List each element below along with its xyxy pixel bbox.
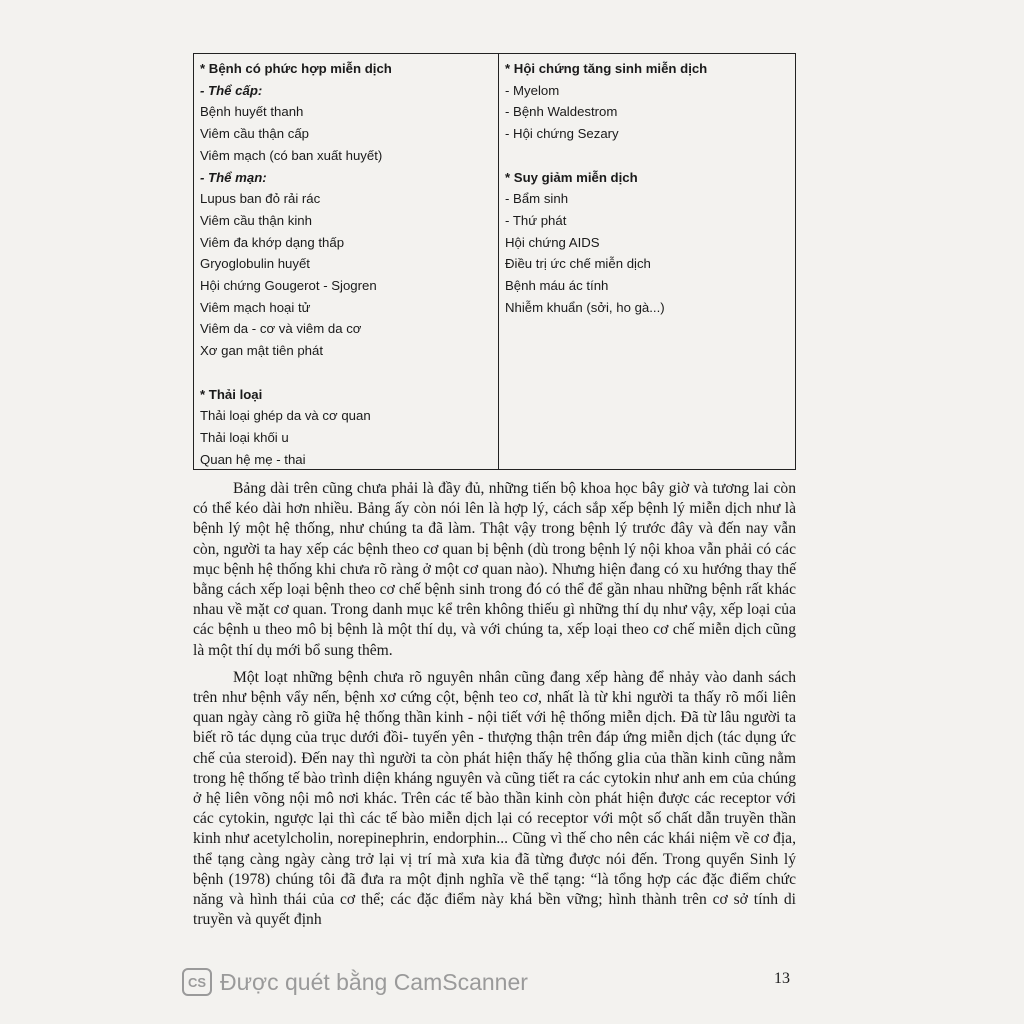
table-item: - Hội chứng Sezary [505, 126, 619, 142]
paragraph: Một loạt những bệnh chưa rõ nguyên nhân cũng đang xếp hàng để nhảy vào danh sách trên như bệnh vẩy nến, bệnh xơ cứng cột, bệnh teo cơ, nhất là từ khi người ta thấy rõ mối liên quan ngày càng rõ giữa hệ thống thần kinh - nội tiết với hệ thống miễn dịch. Đã từ lâu người ta biết rõ tác dụng của trục dưới đồi- tuyến yên - thượng thận trên đáp ứng miễn dịch (tác dụng ức chế của steroid). Đến nay thì người ta còn phát hiện thấy hệ thống glia của thần kinh cũng nằm trong hệ thống tế bào trình diện kháng nguyên và cũng tiết ra các cytokin như anh em của chúng ở hệ liên võng nội mô nơi khác. Trên các tế bào thần kinh còn phát hiện được các receptor với các cytokin, ngược lại thì các tế bào miễn dịch lại có receptor với một số chất dẫn truyền thần kinh như acetylcholin, norepinephrin, endorphin... Cũng vì thế cho nên các khái niệm về cơ địa, thể tạng càng ngày càng trở lại vị trí mà xưa kia đã từng được nói đến. Trong quyển Sinh lý bệnh (1978) chúng tôi đã đưa ra một định nghĩa về thể tạng: “là tổng hợp các đặc điểm chức năng và hình thái của cơ thể; các đặc điểm này khá bền vững; hình thành trên cơ sở tính di truyền và quyết định [193, 668, 796, 929]
table-item: Viêm mạch hoại tử [200, 299, 311, 315]
table-item: - Thứ phát [505, 212, 567, 228]
table-right-column [499, 54, 795, 469]
table-item: Thải loại khối u [200, 429, 289, 445]
table-item: Viêm cầu thận kinh [200, 212, 312, 228]
table-item: Gryoglobulin huyết [200, 256, 310, 272]
page-number: 13 [774, 970, 790, 987]
table-item: Viêm cầu thận cấp [200, 126, 309, 142]
table-heading: - Thể mạn: [200, 169, 267, 185]
camscanner-icon: CS [182, 968, 212, 996]
table-heading: * Thải loại [200, 386, 263, 402]
table-item: Viêm đa khớp dạng thấp [200, 234, 345, 250]
table-item: Nhiễm khuẩn (sởi, ho gà...) [505, 299, 665, 315]
paragraph: Bảng dài trên cũng chưa phải là đầy đủ, những tiến bộ khoa học bây giờ và tương lai còn có thể kéo dài hơn nhiều. Bảng ấy còn nói lên là hợp lý, cách sắp xếp bệnh lý miễn dịch như là bệnh lý một hệ thống, như chúng ta đã làm. Thật vậy trong bệnh lý trước đây và đến nay vẫn còn, người ta hay xếp các bệnh theo cơ quan bị bệnh (dù trong bệnh lý nội khoa vẫn phải có các mục bệnh hệ thống khi chưa rõ ràng ở một cơ quan nào). Nhưng hiện đang có xu hướng thay thế bằng cách xếp loại bệnh theo cơ chế bệnh sinh trong đó có thể để gần nhau những bệnh rất khác nhau về mặt cơ quan. Trong danh mục kể trên không thiếu gì những thí dụ như vậy, xếp loại của các bệnh u theo mô bị bệnh là một thí dụ, và với chúng ta, xếp loại theo cơ chế miễn dịch cũng là một thí dụ mới bổ sung thêm. [193, 480, 796, 659]
table-item: Quan hệ mẹ - thai [200, 451, 306, 467]
table-heading: * Suy giảm miễn dịch [505, 169, 638, 185]
table-item: - Bệnh Waldestrom [505, 104, 618, 120]
spacer [505, 145, 789, 167]
spacer [200, 362, 492, 384]
table-item: Viêm mạch (có ban xuất huyết) [200, 147, 383, 163]
table-item: Thải loại ghép da và cơ quan [200, 408, 371, 424]
camscanner-text: Được quét bằng CamScanner [220, 968, 528, 995]
table-heading: * Bệnh có phức hợp miễn dịch [200, 61, 392, 76]
body-text [193, 479, 796, 937]
table-left-column [194, 54, 499, 469]
table-item: Lupus ban đỏ rải rác [200, 191, 321, 207]
table-heading: * Hội chứng tăng sinh miễn dịch [505, 61, 708, 76]
table-item: Hội chứng AIDS [505, 234, 600, 250]
table-item: Điều trị ức chế miễn dịch [505, 256, 651, 272]
table-item: Hội chứng Gougerot - Sjogren [200, 278, 377, 294]
camscanner-watermark [182, 968, 528, 996]
table-item: Xơ gan mật tiên phát [200, 343, 324, 359]
table-item: Bệnh huyết thanh [200, 104, 304, 120]
table-item: Bệnh máu ác tính [505, 278, 609, 294]
table-item: - Myelom [505, 82, 560, 98]
table-heading: - Thể cấp: [200, 82, 263, 98]
table-item: Viêm da - cơ và viêm da cơ [200, 321, 362, 337]
table-item: - Bẩm sinh [505, 191, 569, 207]
disease-table [193, 53, 796, 470]
